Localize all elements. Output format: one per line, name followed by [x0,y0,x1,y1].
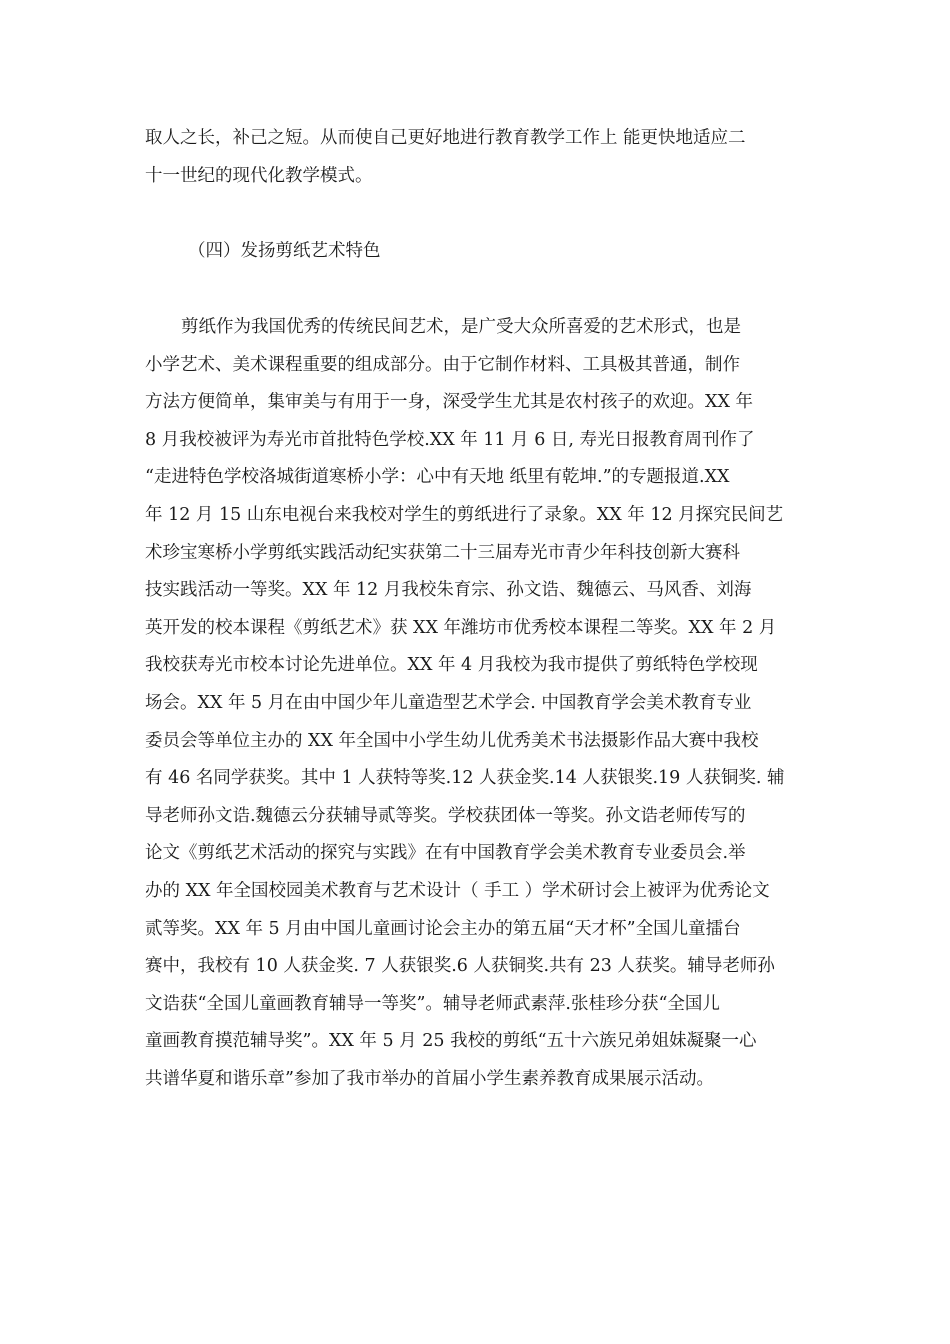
paragraph-paper-cutting [145,309,805,1098]
paragraph-line: 文诰获“全国儿童画教育辅导一等奖”。辅导老师武素萍.张桂珍分获“全国儿 [145,993,720,1014]
paragraph-line: 童画教育摸范辅导奖”。XX 年 5 月 25 我校的剪纸“五十六族兄弟姐妹凝聚一心 [145,1031,757,1052]
paragraph-line: 论文《剪纸艺术活动的探究与实践》在有中国教育学会美术教育专业委员会.举 [145,843,746,864]
paragraph-line: 委员会等单位主办的 XX 年全国中小学生幼儿优秀美术书法摄影作品大赛中我校 [145,730,759,751]
paragraph-line: 共谱华夏和谐乐章”参加了我市举办的首届小学生素养教育成果展示活动。 [145,1068,714,1089]
paragraph-continuation [145,120,805,195]
paragraph-line: 年 12 月 15 山东电视台来我校对学生的剪纸进行了录象。XX 年 12 月探究民间艺 [145,504,784,525]
paragraph-line: 英开发的校本课程《剪纸艺术》获 XX 年潍坊市优秀校本课程二等奖。XX 年 2 月 [145,617,777,638]
paragraph-line: “走进特色学校洛城街道寒桥小学：心中有天地 纸里有乾坤.”的专题报道.XX [145,467,730,488]
paragraph-line: 8 月我校被评为寿光市首批特色学校.XX 年 11 月 6 日, 寿光日报教育周刊作了 [145,429,755,450]
paragraph-line: 办的 XX 年全国校园美术教育与艺术设计（ 手工 ）学术研讨会上被评为优秀论文 [145,880,770,901]
paragraph-line: 小学艺术、美术课程重要的组成部分。由于它制作材料、工具极其普通，制作 [145,354,740,375]
section-heading-text: （四）发扬剪纸艺术特色 [188,241,381,261]
paragraph-line: 有 46 名同学获奖。其中 1 人获特等奖.12 人获金奖.14 人获银奖.19 人获铜奖. 辅 [145,768,785,789]
section-heading [145,233,805,271]
paragraph-line: 取人之长，补己之短。从而使自己更好地进行教育教学工作上 能更快地适应二 [145,128,746,148]
paragraph-line: 十一世纪的现代化教学模式。 [145,165,373,186]
paragraph-line: 技实践活动一等奖。XX 年 12 月我校朱育宗、孙文诰、魏德云、马风香、刘海 [145,580,752,601]
paragraph-line: 剪纸作为我国优秀的传统民间艺术，是广受大众所喜爱的艺术形式，也是 [181,317,741,337]
paragraph-line: 场会。XX 年 5 月在由中国少年儿童造型艺术学会. 中国教育学会美术教育专业 [145,692,752,713]
paragraph-line: 贰等奖。XX 年 5 月由中国儿童画讨论会主办的第五届“天才杯”全国儿童擂台 [145,918,741,939]
paragraph-line: 导老师孙文诰.魏德云分获辅导贰等奖。学校获团体一等奖。孙文诰老师传写的 [145,805,746,826]
paragraph-line: 术珍宝寒桥小学剪纸实践活动纪实获第二十三届寿光市青少年科技创新大赛科 [145,542,740,563]
paragraph-line: 赛中，我校有 10 人获金奖. 7 人获银奖.6 人获铜奖.共有 23 人获奖。辅导老师孙 [145,956,775,977]
paragraph-line: 方法方便简单，集审美与有用于一身，深受学生尤其是农村孩子的欢迎。XX 年 [145,392,753,413]
paragraph-line: 我校获寿光市校本讨论先进单位。XX 年 4 月我校为我市提供了剪纸特色学校现 [145,655,758,676]
